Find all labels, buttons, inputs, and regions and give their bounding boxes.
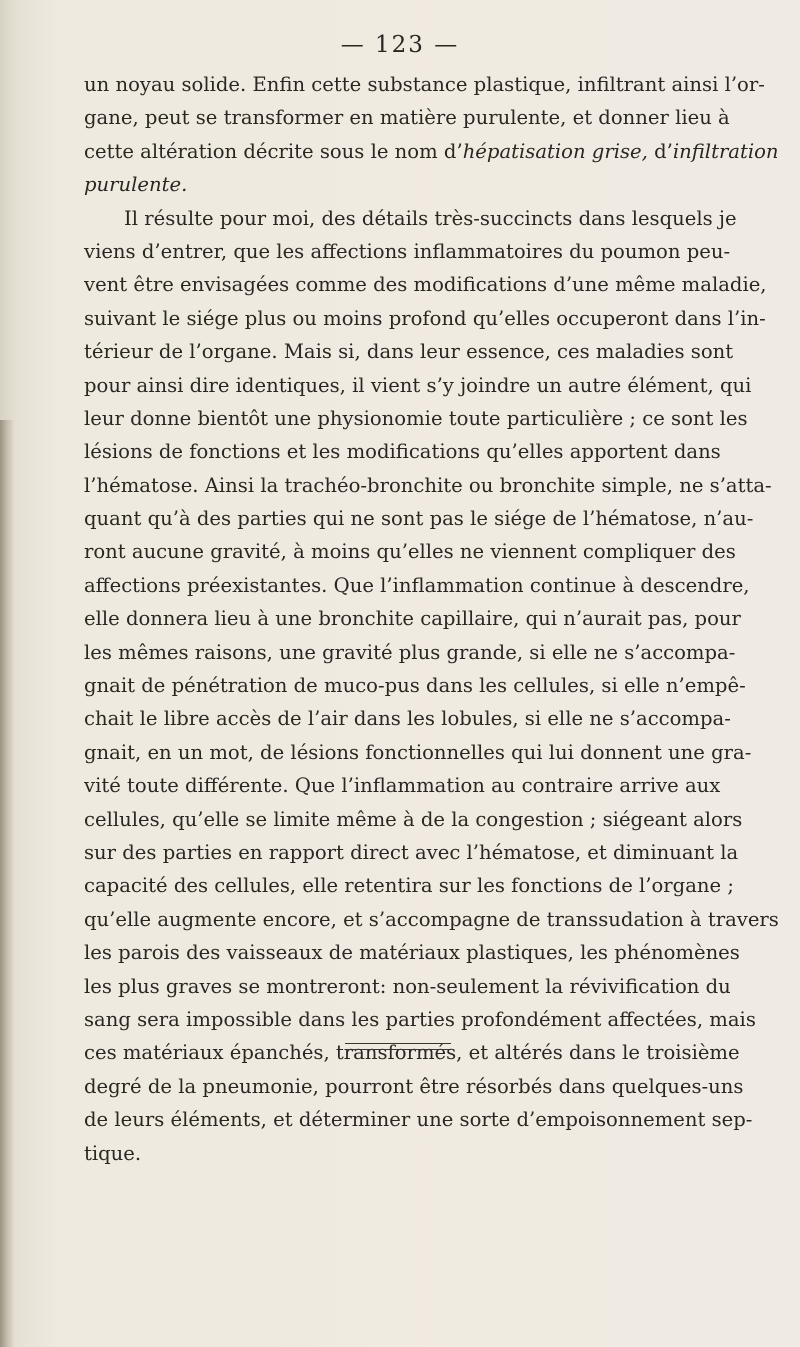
text-line (84, 869, 734, 902)
text-segment: cellules, qu’elle se limite même à de la congestion ; siégeant alors (84, 807, 743, 831)
text-line (84, 803, 743, 836)
text-segment: viens d’entrer, que les affections inflammatoires du poumon peu- (84, 239, 731, 263)
text-line (84, 836, 739, 869)
text-segment: vent être envisagées comme des modifications d’une même maladie, (84, 273, 767, 297)
text-segment: de leurs éléments, et déterminer une sorte d’empoisonnement sep- (84, 1108, 753, 1132)
text-segment: pour ainsi dire identiques, il vient s’y joindre un autre élément, qui (84, 373, 752, 397)
page-number: — 123 — (340, 32, 460, 58)
text-segment: gnait, en un mot, de lésions fonctionnelles qui lui donnent une gra- (84, 740, 752, 764)
text-segment: affections préexistantes. Que l’inflammation continue à descendre, (84, 573, 750, 597)
text-segment: gane, peut se transformer en matière purulente, et donner lieu à (84, 106, 730, 130)
text-line (84, 202, 737, 235)
text-line (84, 702, 731, 735)
text-segment: térieur de l’organe. Mais si, dans leur essence, ces maladies sont (84, 340, 734, 364)
text-segment: un noyau solide. Enfin cette substance plastique, infiltrant ainsi l’or- (84, 73, 765, 96)
text-line (84, 435, 721, 468)
text-line (84, 235, 731, 268)
text-line (84, 569, 750, 602)
text-line (84, 135, 779, 168)
text-line (84, 402, 748, 435)
text-line (84, 1036, 740, 1069)
text-line (84, 736, 752, 769)
binding-shadow (0, 420, 14, 1347)
text-segment: les plus graves se montreront: non-seulement la révivification du (84, 974, 731, 998)
text-segment: vité toute différente. Que l’inflammation au contraire arrive aux (84, 774, 721, 798)
closing-rule-top (345, 1043, 451, 1044)
text-segment: les mêmes raisons, une gravité plus grande, si elle ne s’accompa- (84, 640, 736, 664)
text-line (84, 302, 766, 335)
text-segment: l’hématose. Ainsi la trachéo-bronchite ou bronchite simple, ne s’atta- (84, 473, 772, 497)
text-line (84, 68, 765, 101)
text-segment: ces matériaux épanchés, transformés, et altérés dans le troisième (84, 1041, 740, 1065)
text-line (84, 168, 716, 201)
text-segment: ront aucune gravité, à moins qu’elles ne viennent compliquer des (84, 540, 736, 564)
italic-text-segment: hépatisation grise, (462, 139, 648, 163)
text-segment: tique. (84, 1141, 142, 1165)
text-line (84, 369, 752, 402)
text-segment: chait le libre accès de l’air dans les lobules, si elle ne s’accompa- (84, 707, 731, 731)
text-line (84, 101, 730, 134)
text-segment: suivant le siége plus ou moins profond qu’elles occuperont dans l’in- (84, 306, 766, 330)
text-line (84, 335, 734, 368)
body-text (84, 68, 779, 1170)
text-segment: lésions de fonctions et les modifications qu’elles apportent dans (84, 440, 721, 464)
text-segment: Il résulte pour moi, des détails très-succincts dans lesquels je (124, 206, 737, 230)
text-segment: elle donnera lieu à une bronchite capillaire, qui n’aurait pas, pour (84, 607, 741, 631)
text-line (84, 1003, 756, 1036)
text-segment: capacité des cellules, elle retentira sur les fonctions de l’organe ; (84, 874, 734, 898)
text-line (84, 970, 731, 1003)
text-segment: gnait de pénétration de muco-pus dans les cellules, si elle n’empê- (84, 674, 746, 698)
text-line (84, 936, 740, 969)
italic-text-segment: infiltration (672, 139, 779, 163)
text-line (84, 669, 746, 702)
text-segment: leur donne bientôt une physionomie toute particulière ; ce sont les (84, 406, 748, 430)
text-line (84, 502, 754, 535)
text-segment: sang sera impossible dans les parties profondément affectées, mais (84, 1007, 756, 1031)
text-segment: sur des parties en rapport direct avec l’hématose, et diminuant la (84, 840, 739, 864)
text-segment: cette altération décrite sous le nom d’ (84, 139, 463, 163)
text-segment: qu’elle augmente encore, et s’accompagne de transsudation à travers (84, 907, 779, 931)
text-segment: les parois des vaisseaux de matériaux plastiques, les phénomènes (84, 941, 740, 965)
text-line (84, 1103, 753, 1136)
text-line (84, 469, 772, 502)
text-line (84, 903, 779, 936)
closing-rule-bottom (345, 1049, 451, 1050)
text-segment: degré de la pneumonie, pourront être résorbés dans quelques-uns (84, 1074, 744, 1098)
text-segment: d’ (647, 139, 673, 163)
text-line (84, 636, 736, 669)
text-line (84, 1070, 744, 1103)
text-line (84, 602, 741, 635)
text-line (84, 769, 721, 802)
text-line (84, 1137, 716, 1170)
italic-text-segment: purulente. (84, 173, 188, 197)
text-line (84, 268, 767, 301)
text-segment: quant qu’à des parties qui ne sont pas le siége de l’hématose, n’au- (84, 507, 754, 531)
text-line (84, 535, 736, 568)
